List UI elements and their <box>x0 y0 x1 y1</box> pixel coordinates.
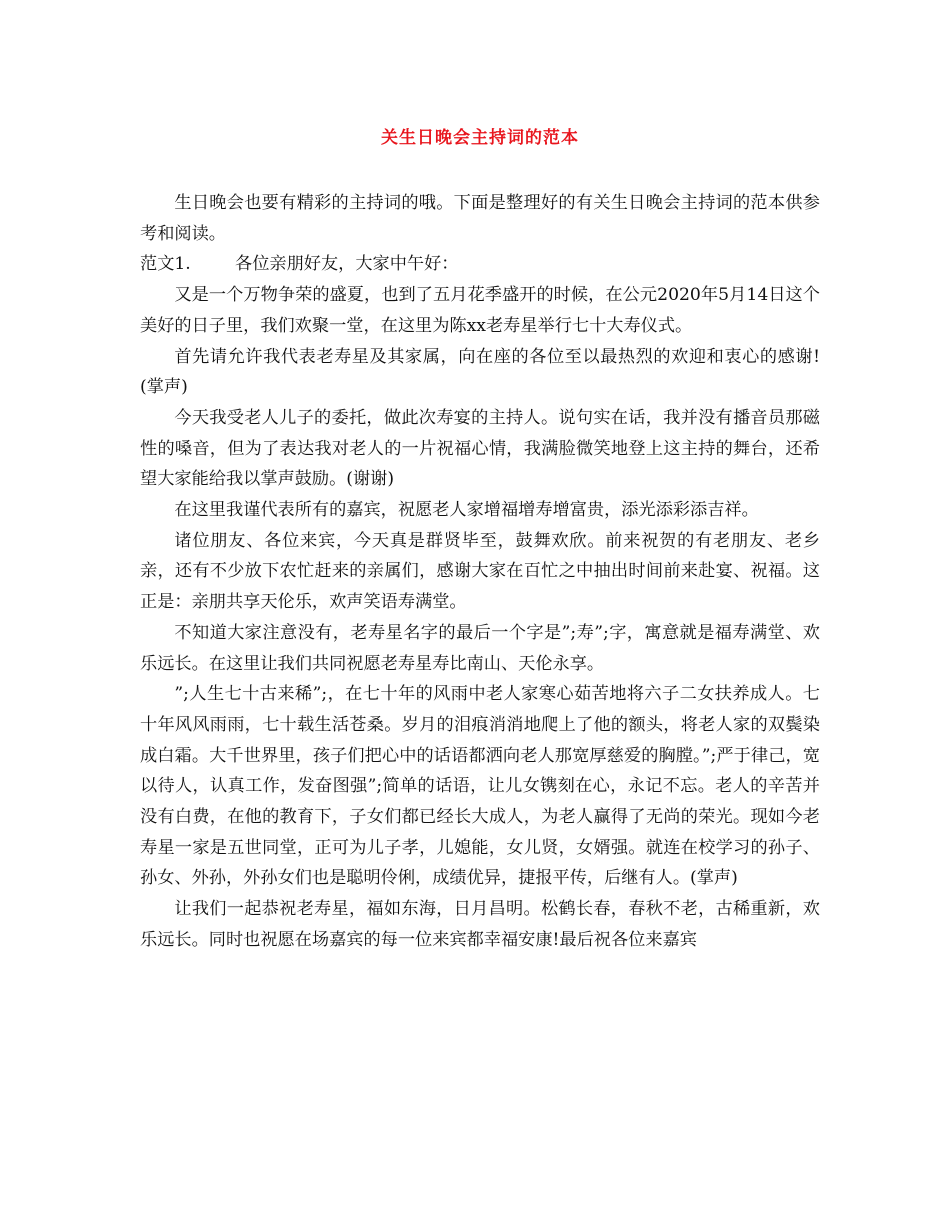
document-title: 关生日晚会主持词的范本 <box>381 128 579 148</box>
paragraph-6: 不知道大家注意没有，老寿星名字的最后一个字是”;寿”;字，寓意就是福寿满堂、欢乐远长。在这里让我们共同祝愿老寿星寿比南山、天伦永享。 <box>140 622 820 674</box>
paragraph-3: 今天我受老人儿子的委托，做此次寿宴的主持人。说句实在话，我并没有播音员那磁性的嗓音，但为了表达我对老人的一片祝福心情，我满脸微笑地登上这主持的舞台，还希望大家能给我以掌声鼓励。(谢谢) <box>140 407 820 490</box>
paragraph-7: ”;人生七十古来稀”;，在七十年的风雨中老人家寒心茹苦地将六子二女扶养成人。七十年风风雨雨，七十载生活苍桑。岁月的泪痕消消地爬上了他的额头，将老人家的双鬓染成白霜。大千世界里，孩子们把心中的话语都洒向老人那宽厚慈爱的胸膛。”;严于律己，宽以待人，认真工作，发奋图强”;简单的话语，让儿女镌刻在心，永记不忘。老人的辛苦并没有白费，在他的教育下，子女们都已经长大成人，为老人赢得了无尚的荣光。现如今老寿星一家是五世同堂，正可为儿子孝，儿媳能，女儿贤，女婿强。就连在校学习的孙子、孙女、外孙，外孙女们也是聪明伶俐，成绩优异，捷报平传，后继有人。(掌声) <box>140 684 820 889</box>
intro-paragraph: 生日晚会也要有精彩的主持词的哦。下面是整理好的有关生日晚会主持词的范本供参考和阅读。 <box>140 193 820 244</box>
paragraph-4: 在这里我谨代表所有的嘉宾，祝愿老人家增福增寿增富贵，添光添彩添吉祥。 <box>174 500 759 521</box>
fanwen-heading <box>140 249 820 280</box>
paragraph-8: 让我们一起恭祝老寿星，福如东海，日月昌明。松鹤长春，春秋不老，古稀重新，欢乐远长。同时也祝愿在场嘉宾的每一位来宾都幸福安康!最后祝各位来嘉宾 <box>140 899 820 950</box>
paragraph-1: 又是一个万物争荣的盛夏，也到了五月花季盛开的时候，在公元2020年5月14日这个美好的日子里，我们欢聚一堂，在这里为陈xx老寿星举行七十大寿仪式。 <box>140 285 820 336</box>
document-body <box>140 188 820 956</box>
paragraph-2: 首先请允许我代表老寿星及其家属，向在座的各位至以最热烈的欢迎和衷心的感谢!(掌声) <box>140 346 820 398</box>
fanwen-label: 范文1. <box>140 254 191 275</box>
paragraph-5: 诸位朋友、各位来宾，今天真是群贤毕至，鼓舞欢欣。前来祝贺的有老朋友、老乡亲，还有不少放下农忙赶来的亲属们，感谢大家在百忙之中抽出时间前来赴宴、祝福。这正是：亲朋共享天伦乐，欢声笑语寿满堂。 <box>140 530 820 613</box>
fanwen-greeting: 各位亲朋好友，大家中午好： <box>235 254 459 275</box>
